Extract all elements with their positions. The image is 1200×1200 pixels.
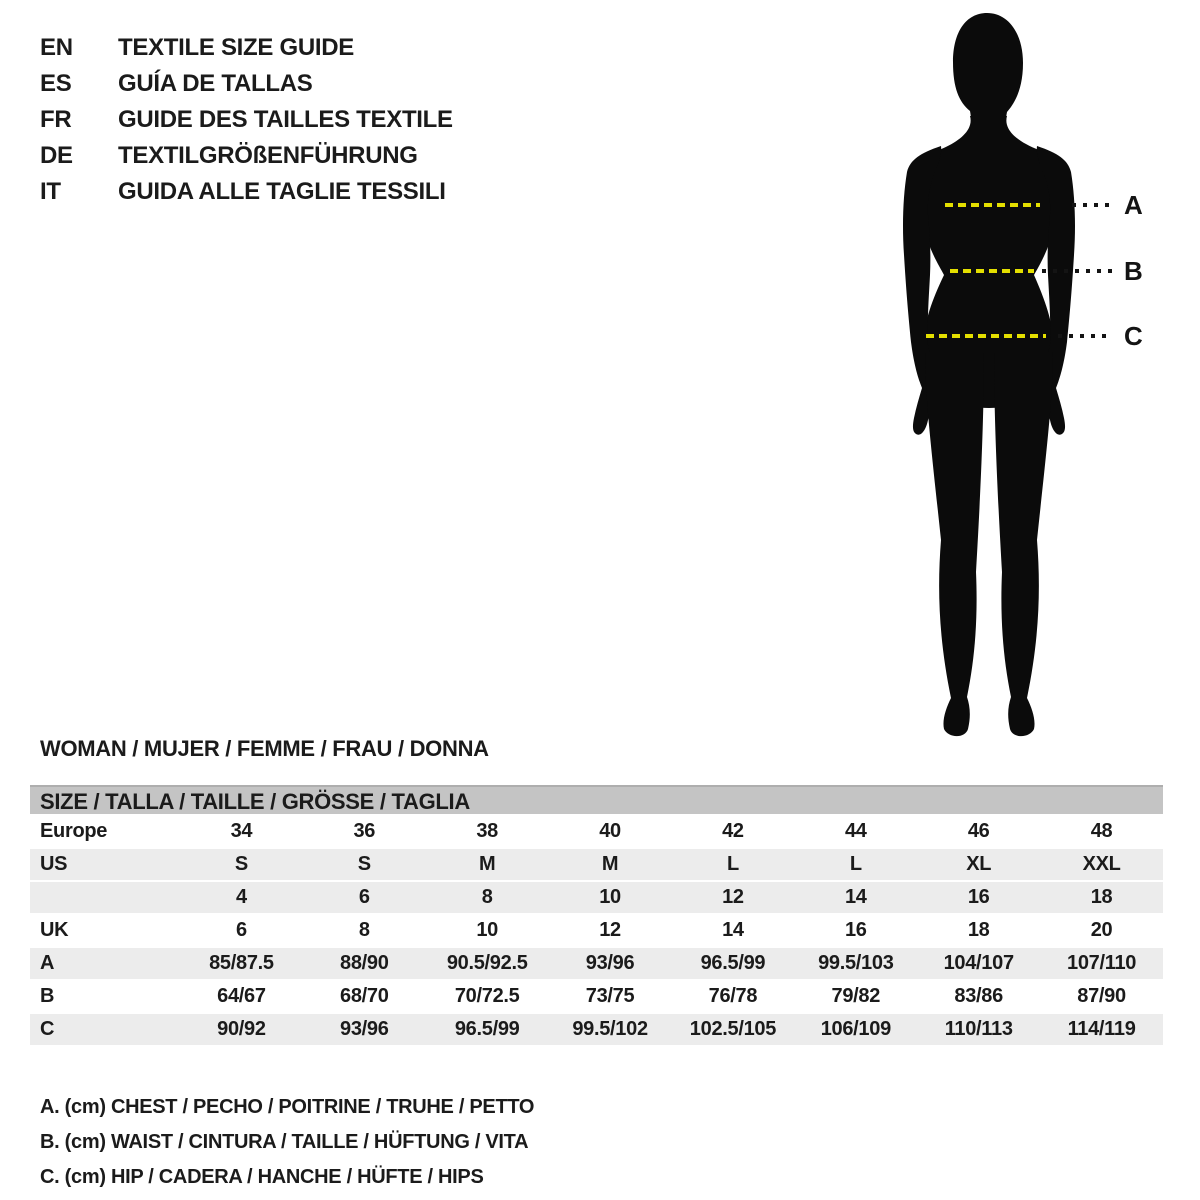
table-row bbox=[30, 882, 1163, 913]
woman-silhouette bbox=[903, 13, 1075, 736]
size-value-cell: 36 bbox=[353, 820, 376, 842]
size-value-cell: 12 bbox=[722, 886, 744, 908]
table-row bbox=[30, 816, 1163, 847]
row-label-cell: A bbox=[40, 952, 55, 974]
size-value-cell: XL bbox=[966, 853, 992, 875]
size-value-cell: 38 bbox=[476, 820, 499, 842]
size-value-cell: 114/119 bbox=[1067, 1018, 1136, 1040]
measure-label-a: A bbox=[1124, 190, 1143, 220]
language-title: TEXTILGRÖßENFÜHRUNG bbox=[118, 142, 418, 169]
size-value-cell: 12 bbox=[599, 919, 621, 941]
size-value-cell: 107/110 bbox=[1067, 952, 1137, 974]
size-value-cell: 96.5/99 bbox=[454, 1018, 520, 1040]
table-row bbox=[30, 948, 1163, 979]
size-value-cell: 16 bbox=[967, 886, 990, 908]
size-value-cell: 76/78 bbox=[708, 985, 758, 1007]
size-value-cell: 110/113 bbox=[944, 1018, 1013, 1040]
size-value-cell: 8 bbox=[481, 886, 493, 908]
size-value-cell: 70/72.5 bbox=[454, 985, 520, 1007]
size-table-rows bbox=[30, 816, 1163, 1045]
table-row bbox=[30, 915, 1163, 946]
table-row bbox=[30, 981, 1163, 1012]
size-value-cell: M bbox=[601, 853, 619, 875]
language-title: GUIDE DES TAILLES TEXTILE bbox=[118, 106, 453, 133]
size-value-cell: 96.5/99 bbox=[700, 952, 766, 974]
size-value-cell: 10 bbox=[599, 886, 621, 908]
language-code: ES bbox=[40, 70, 72, 97]
size-value-cell: 87/90 bbox=[1077, 985, 1126, 1007]
size-value-cell: 14 bbox=[844, 886, 867, 908]
size-value-cell: 90/92 bbox=[217, 1018, 266, 1040]
size-value-cell: 14 bbox=[722, 919, 744, 941]
size-value-cell: 83/86 bbox=[954, 985, 1003, 1007]
language-row bbox=[40, 30, 453, 66]
language-title: GUÍA DE TALLAS bbox=[118, 70, 313, 97]
language-list bbox=[40, 30, 453, 210]
size-value-cell: 99.5/103 bbox=[818, 952, 894, 974]
language-title: TEXTILE SIZE GUIDE bbox=[118, 34, 354, 61]
size-value-cell: 85/87.5 bbox=[209, 952, 274, 974]
size-value-cell: S bbox=[357, 853, 371, 875]
size-value-cell: 93/96 bbox=[340, 1018, 389, 1040]
language-row bbox=[40, 138, 453, 174]
measurement-legend bbox=[40, 1090, 534, 1195]
size-value-cell: 44 bbox=[844, 820, 867, 842]
size-value-cell: 106/109 bbox=[820, 1018, 891, 1040]
language-row bbox=[40, 102, 453, 138]
table-row bbox=[30, 849, 1163, 880]
size-value-cell: S bbox=[234, 853, 248, 875]
size-value-cell: L bbox=[726, 853, 739, 875]
language-title: GUIDA ALLE TAGLIE TESSILI bbox=[118, 178, 446, 205]
table-row bbox=[30, 1014, 1163, 1045]
legend-line-hip: C. (cm) HIP / CADERA / HANCHE / HÜFTE / HIPS bbox=[40, 1166, 484, 1188]
size-value-cell: 34 bbox=[230, 820, 253, 842]
size-value-cell: 90.5/92.5 bbox=[446, 952, 528, 974]
size-value-cell: 64/67 bbox=[217, 985, 266, 1007]
size-value-cell: XXL bbox=[1082, 853, 1121, 875]
size-value-cell: 10 bbox=[476, 919, 499, 941]
size-value-cell: 99.5/102 bbox=[572, 1018, 648, 1040]
size-value-cell: 79/82 bbox=[831, 985, 881, 1007]
row-label-cell bbox=[30, 882, 180, 913]
size-value-cell: 93/96 bbox=[585, 952, 635, 974]
size-value-cell: 18 bbox=[967, 919, 990, 941]
size-value-cell: 46 bbox=[967, 820, 990, 842]
size-value-cell: 73/75 bbox=[585, 985, 635, 1007]
size-value-cell: 40 bbox=[599, 820, 621, 842]
size-value-cell: 16 bbox=[844, 919, 867, 941]
measure-label-c: C bbox=[1124, 321, 1143, 351]
size-value-cell: 6 bbox=[236, 919, 247, 941]
row-label-cell: US bbox=[40, 853, 68, 875]
language-row bbox=[40, 174, 453, 210]
size-value-cell: 102.5/105 bbox=[689, 1018, 777, 1040]
size-table-header: SIZE / TALLA / TAILLE / GRÖSSE / TAGLIA bbox=[30, 785, 1163, 814]
size-value-cell: 68/70 bbox=[340, 985, 389, 1007]
size-value-cell: 104/107 bbox=[943, 952, 1014, 974]
legend-line-waist: B. (cm) WAIST / CINTURA / TAILLE / HÜFTUNG / VITA bbox=[40, 1131, 529, 1153]
size-value-cell: 8 bbox=[358, 919, 370, 941]
language-row bbox=[40, 66, 453, 102]
measure-label-b: B bbox=[1124, 256, 1143, 286]
language-code: FR bbox=[40, 106, 72, 133]
size-value-cell: 4 bbox=[236, 886, 247, 908]
row-label-cell: UK bbox=[40, 919, 69, 941]
legend-line-chest: A. (cm) CHEST / PECHO / POITRINE / TRUHE / PETTO bbox=[40, 1096, 535, 1118]
row-label-cell: B bbox=[40, 985, 55, 1007]
size-value-cell: 48 bbox=[1090, 820, 1113, 842]
size-value-cell: L bbox=[849, 853, 862, 875]
silhouette-left-leg bbox=[925, 352, 984, 736]
size-value-cell: 20 bbox=[1090, 919, 1113, 941]
size-value-cell: M bbox=[479, 853, 496, 875]
section-title: WOMAN / MUJER / FEMME / FRAU / DONNA bbox=[40, 736, 489, 761]
silhouette-right-leg bbox=[994, 352, 1053, 736]
size-value-cell: 6 bbox=[358, 886, 370, 908]
size-value-cell: 42 bbox=[722, 820, 744, 842]
size-value-cell: 18 bbox=[1090, 886, 1113, 908]
row-label-cell: Europe bbox=[40, 820, 108, 842]
measurement-diagram bbox=[860, 0, 1200, 760]
language-code: DE bbox=[40, 142, 73, 169]
size-table bbox=[30, 785, 1163, 1045]
woman-silhouette-figure bbox=[860, 0, 1200, 760]
language-code: EN bbox=[40, 34, 73, 61]
language-code: IT bbox=[40, 178, 61, 205]
size-value-cell: 88/90 bbox=[340, 952, 389, 974]
row-label-cell: C bbox=[40, 1018, 55, 1040]
